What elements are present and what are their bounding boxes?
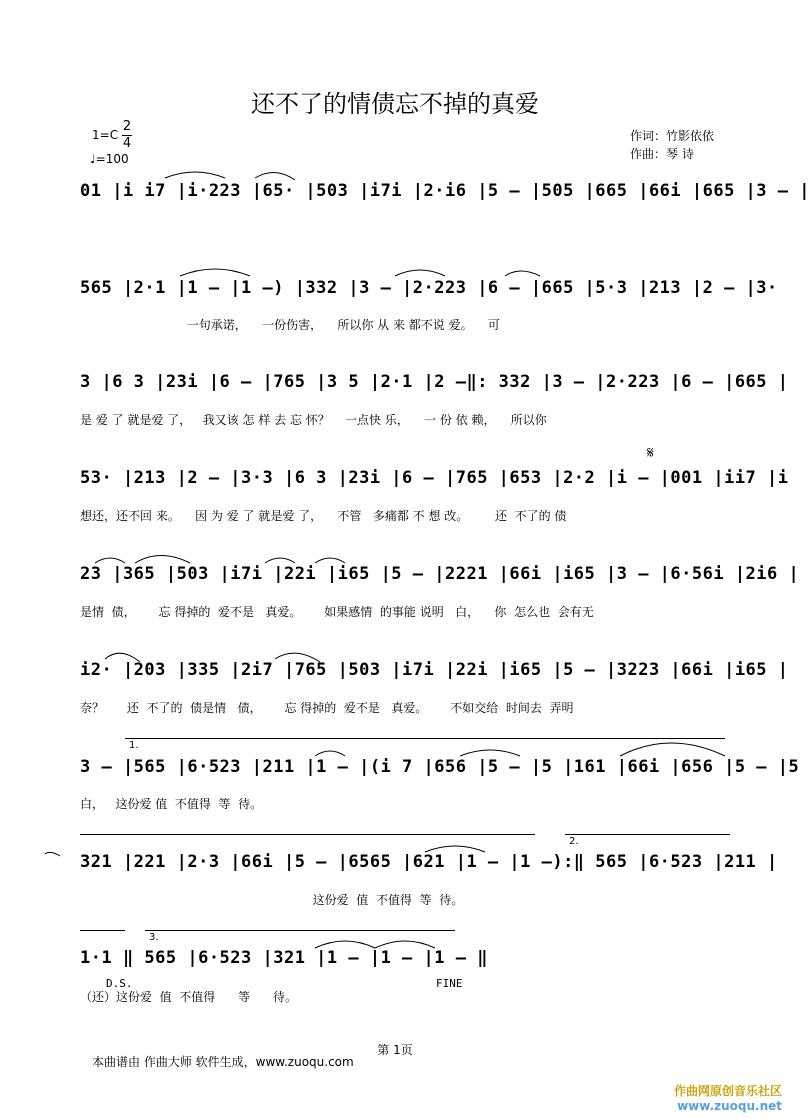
score-row-5: 23 |365 |503 |i7i |22i |i65 |5 – |2221 |66i |i65 |3 – |6·56i |2i6 | [80, 564, 800, 584]
key-signature: 1=C [92, 128, 119, 142]
slur-icon [275, 653, 320, 662]
score-row-9: 1·1 ‖ 565 |6·523 |321 |1 – |1 – |1 – ‖ [80, 948, 488, 968]
slur-icon [105, 653, 140, 662]
watermark-logo [674, 1082, 782, 1113]
slur-icon [315, 751, 345, 756]
lyric-row-4: 想还，还不回 来。 因 为 爱 了 就是爱 了， 不管 多痛都 不 想 改。 还 不了的 债 [80, 509, 567, 523]
slur-icon [375, 941, 435, 948]
slur-icon [395, 270, 445, 276]
lyric-row-5: 是情 债， 忘 得掉的 爱不是 真爱。 如果感情 的事能 说明 白， 你 怎么也 会有无 [80, 605, 594, 619]
segno-icon: 𝄋 [647, 443, 654, 462]
slur-icon [45, 852, 60, 856]
lyric-row-3: 是 爱 了 就是爱 了， 我又该 怎 样 去 忘 怀？ 一点快 乐， 一 份 依 赖， 所以你 [80, 413, 547, 427]
slur-icon [95, 558, 125, 563]
score-row-7: 3 – |565 |6·523 |211 |1 – |(i 7 |656 |5 – |5 |161 |66i |656 |5 – |5 [80, 757, 800, 777]
first-ending-label: 1. [129, 740, 139, 751]
slur-icon [460, 750, 520, 756]
time-signature-bottom: 4 [122, 136, 132, 151]
slur-icon [255, 172, 295, 180]
lyric-row-9: （还）这份爱 值 不值得 等 待。 [80, 990, 298, 1004]
lyric-row-8: 这份爱 值 不值得 等 待。 [80, 893, 464, 907]
page-number: 第 1页 [377, 1043, 413, 1057]
slur-icon [180, 269, 250, 276]
composer: 作曲：琴 诗 [630, 147, 694, 161]
third-ending-label: 3. [149, 932, 159, 943]
lyric-row-7: 白， 这份爱 值 不值得 等 待。 [80, 797, 263, 811]
slur-icon [315, 558, 345, 563]
score-row-3: 3 |6 3 |23i |6 – |765 |3 5 |2·1 |2 –‖: 332 |3 – |2·223 |6 – |665 | [80, 372, 789, 392]
footer-credit: 本曲谱由 作曲大师 软件生成，www.zuoqu.com [92, 1055, 354, 1069]
slur-icon [315, 941, 375, 948]
time-signature-top: 2 [122, 119, 132, 134]
score-row-8: 321 |221 |2·3 |66i |5 – |6565 |621 |1 – |1 –):‖ 565 |6·523 |211 | [80, 852, 778, 872]
score-row-6: i2· |203 |335 |2i7 |765 |503 |i7i |22i |i65 |5 – |3223 |66i |i65 | [80, 660, 789, 680]
watermark-title: 作曲网原创音乐社区 [673, 1084, 782, 1098]
slur-icon [425, 846, 485, 852]
slur-icon [505, 271, 540, 276]
second-ending-label: 2. [569, 836, 579, 847]
fine-mark: FINE [436, 977, 463, 990]
song-title: 还不了的情债忘不掉的真爱 [251, 90, 539, 118]
lyric-row-6: 奈？ 还 不了的 债是情 债， 忘 得掉的 爱不是 真爱。 不如交给 时间去 弄明 [80, 701, 574, 715]
slur-icon [265, 558, 295, 563]
slur-icon [165, 172, 225, 178]
slur-icon [135, 556, 190, 564]
dal-segno-mark: D.S. [106, 977, 133, 990]
score-row-2: 565 |2·1 |1 – |1 –) |332 |3 – |2·223 |6 – |665 |5·3 |213 |2 – |3· [80, 278, 778, 298]
score-row-4: 53· |213 |2 – |3·3 |6 3 |23i |6 – |765 |653 |2·2 |i – |001 |ii7 |i [80, 468, 789, 488]
lyric-row-2: 一句承诺， 一份伤害， 所以你 从 来 都不说 爱。 可 [80, 318, 500, 332]
score-row-1: 01 |i i7 |i·223 |65· |503 |i7i |2·i6 |5 – |505 |665 |66i |665 |3 – | [80, 181, 810, 201]
watermark-url: www.zuoqu.net [677, 1099, 782, 1113]
lyricist: 作词：竹影依依 [630, 129, 715, 143]
tempo-marking: ♩=100 [90, 152, 129, 166]
slur-icon [620, 743, 725, 756]
